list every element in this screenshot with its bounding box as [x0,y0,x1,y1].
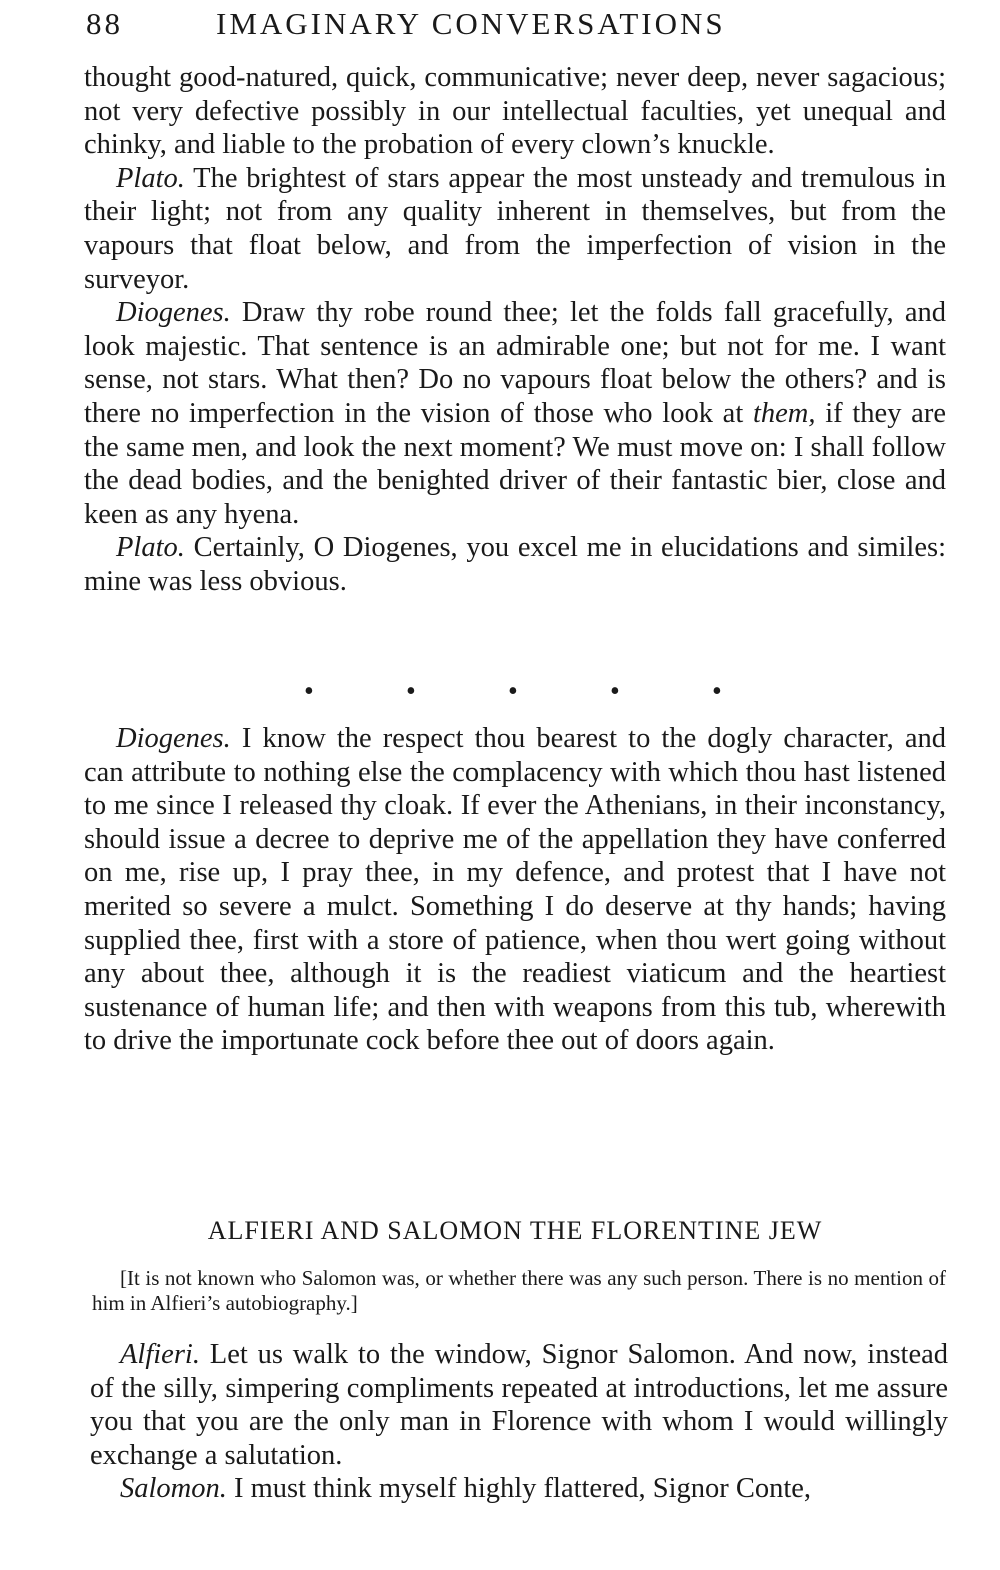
section-break-dots [84,675,946,709]
speaker-name: Plato. [116,532,185,564]
section-title: ALFIERI AND SALOMON THE FLORENTINE JEW [207,1216,823,1245]
page-number: 88 [86,6,123,41]
headnote-text: [It is not known who Salomon was, or whether there was any such person. There is no mention of him in Alfieri’s autobiography.] [92,1266,946,1315]
speech-text: Let us walk to the window, Signor Salomon. And now, instead of the silly, simpering compliments repeated at introductions, let me assure you that you are the only man in Florence with whom I would willingly exchange a salutation. [90,1339,948,1471]
ellipsis-dot: • [406,676,416,707]
alfieri-speech [90,1338,948,1472]
running-head-title: IMAGINARY CONVERSATIONS [216,6,726,41]
speech-text: Draw thy robe round thee; let the folds fall gracefully, and look majestic. That sentence is an admirable one; but not for me. I want sense, not stars. What then? Do no vapours float below the others? and is there no imperfection in the vision of those who look at [84,297,946,429]
diogenes-speech [84,296,946,531]
ellipsis-dot: • [712,676,722,707]
speech-text: if they are the same men, and look the next moment? We must move on: I shall follow the dead bodies, and the benighted driver of their fantastic bier, close and keen as any hyena. [84,397,946,530]
speaker-name: Alfieri. [120,1339,200,1370]
plato-speech [84,162,946,296]
ellipsis-dot: • [508,676,518,707]
dialogue-diogenes-closing [84,722,946,1058]
speech-text: The brightest of stars appear the most unsteady and tremulous in their light; not from any quality inherent in themselves, but from the vapours that float below, and from the imperfection of vision in the surveyor. [84,162,946,295]
speaker-name: Diogenes. [116,297,231,329]
dialogue-plato-diogenes [84,61,946,599]
continuation-paragraph: thought good-natured, quick, communicative; never deep, never sagacious; not very defective possibly in our intellectual faculties, yet unequal and chinky, and liable to the probation of every clown’s knuckle. [84,62,946,161]
diogenes-speech [84,722,946,1058]
speech-text: I know the respect thou bearest to the dogly character, and can attribute to nothing else the complacency with which thou hast listened to me since I released thy cloak. If ever the Athenians, in their inconstancy, should issue a decree to deprive me of the appellation they have conferred on me, rise up, I pray thee, in my defence, and protest that I have not merited so severe a mulct. Something I do deserve at thy hands; having supplied thee, first with a store of patience, when thou wert going without any about thee, although it is the readiest viaticum and the heartiest sustenance of human life; and then with weapons from this tub, wherewith to drive the importunate cock before thee out of doors again. [84,723,946,1057]
salomon-speech [90,1472,948,1506]
running-head [84,6,946,50]
speech-text: Certainly, O Diogenes, you excel me in elucidations and similes: mine was less obvious. [84,532,946,597]
ellipsis-dot: • [304,676,314,707]
dialogue-alfieri-salomon [90,1338,948,1506]
section-headnote [92,1266,946,1316]
speaker-name: Diogenes. [116,723,231,754]
emphasized-word: them, [752,397,816,429]
plato-speech [84,531,946,598]
ellipsis-dot: • [610,676,620,707]
speaker-name: Plato. [116,162,185,194]
speech-text: I must think myself highly flattered, Signor Conte, [226,1473,812,1505]
speaker-name: Salomon. [120,1473,227,1505]
